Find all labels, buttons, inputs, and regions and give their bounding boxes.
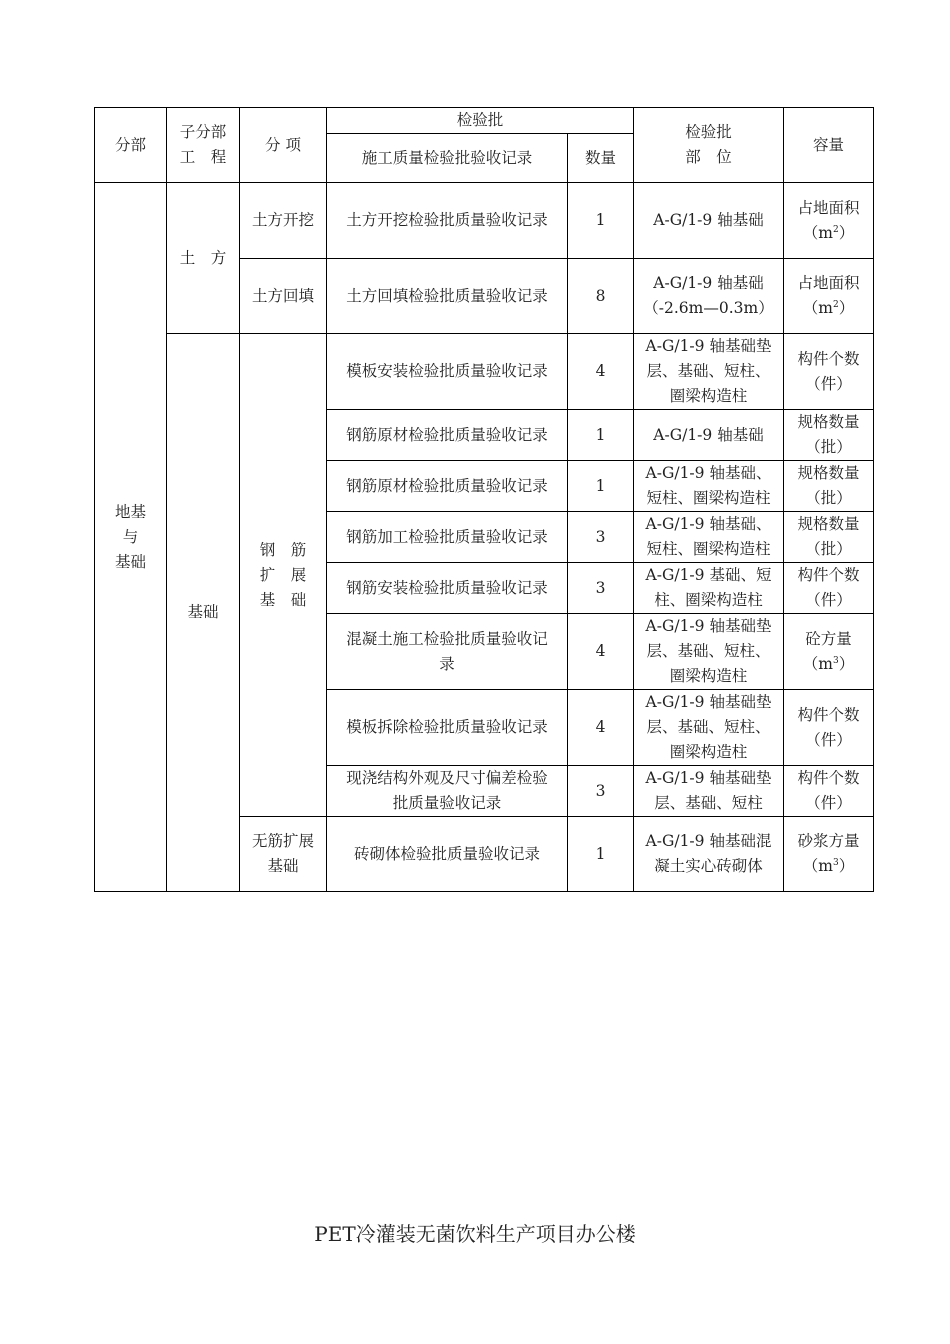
location-cell: A-G/1-9 轴基础垫 层、基础、短柱: [634, 766, 784, 817]
header-location-line1: 检验批: [685, 123, 732, 141]
header-fenxiang: 分 项: [240, 108, 327, 183]
count-cell: 1: [568, 183, 634, 259]
location-cell: A-G/1-9 轴基础、 短柱、圈梁构造柱: [634, 512, 784, 563]
capacity-cell: 构件个数 （件）: [784, 563, 874, 614]
location-cell: A-G/1-9 轴基础: [634, 183, 784, 259]
count-cell: 3: [568, 563, 634, 614]
capacity-label: 占地面积: [797, 274, 860, 292]
record-cell: 砖砌体检验批质量验收记录: [327, 817, 568, 892]
capacity-unit: $(m^2)$: [802, 299, 855, 317]
count-cell: 1: [568, 817, 634, 892]
item-excavation: 土方开挖: [240, 183, 327, 259]
record-cell: 钢筋原材检验批质量验收记录: [327, 461, 568, 512]
record-cell: 钢筋加工检验批质量验收记录: [327, 512, 568, 563]
header-fenbu: 分部: [95, 108, 167, 183]
location-cell: A-G/1-9 轴基础垫 层、基础、短柱、 圈梁构造柱: [634, 690, 784, 766]
capacity-unit: $(m^3)$: [802, 857, 855, 875]
project-title: PET冷灌装无菌饮料生产项目办公楼: [314, 1222, 636, 1246]
capacity-cell: 规格数量 （批）: [784, 512, 874, 563]
header-zifenbu-line2: 工 程: [179, 148, 227, 166]
capacity-cell: 规格数量 （批）: [784, 461, 874, 512]
inspection-lot-table: [94, 107, 874, 892]
capacity-cell: [784, 183, 874, 259]
capacity-unit: $(m^2)$: [802, 223, 855, 242]
division-line2: 与: [122, 527, 139, 546]
header-location: [634, 108, 784, 183]
capacity-cell: [784, 817, 874, 892]
record-cell: 钢筋安装检验批质量验收记录: [327, 563, 568, 614]
capacity-cell: 构件个数 （件）: [784, 334, 874, 410]
count-cell: 1: [568, 410, 634, 461]
capacity-cell: 构件个数 （件）: [784, 766, 874, 817]
capacity-cell: 规格数量 （批）: [784, 410, 874, 461]
capacity-cell: [784, 259, 874, 334]
record-cell: 混凝土施工检验批质量验收记 录: [327, 614, 568, 690]
capacity-cell: [784, 614, 874, 690]
location-cell: A-G/1-9 轴基础垫 层、基础、短柱、 圈梁构造柱: [634, 614, 784, 690]
item-spread-foundation: 钢 筋 扩 展 基 础: [240, 334, 327, 817]
count-cell: 4: [568, 690, 634, 766]
capacity-cell: 构件个数 （件）: [784, 690, 874, 766]
count-cell: 1: [568, 461, 634, 512]
division-cell: [95, 183, 167, 892]
record-cell: 钢筋原材检验批质量验收记录: [327, 410, 568, 461]
division-line1: 地基: [114, 502, 146, 521]
count-cell: 3: [568, 766, 634, 817]
location-cell: A-G/1-9 轴基础垫 层、基础、短柱、 圈梁构造柱: [634, 334, 784, 410]
capacity-unit: $(m^3)$: [802, 654, 855, 673]
location-cell: A-G/1-9 轴基础 （-2.6m—0.3m）: [634, 259, 784, 334]
division-line3: 基础: [114, 552, 146, 571]
record-cell: 现浇结构外观及尺寸偏差检验 批质量验收记录: [327, 766, 568, 817]
count-cell: 3: [568, 512, 634, 563]
header-jianyanpi: 检验批: [327, 108, 634, 134]
header-location-line2: 部 位: [685, 148, 732, 166]
header-record: 施工质量检验批验收记录: [327, 134, 568, 183]
count-cell: 4: [568, 334, 634, 410]
capacity-label: 占地面积: [797, 198, 860, 217]
header-zifenbu: [167, 108, 240, 183]
capacity-label: 砂浆方量: [797, 832, 860, 850]
header-count: 数量: [568, 134, 634, 183]
record-cell: 土方回填检验批质量验收记录: [327, 259, 568, 334]
record-cell: 模板拆除检验批质量验收记录: [327, 690, 568, 766]
count-cell: 4: [568, 614, 634, 690]
location-cell: A-G/1-9 轴基础: [634, 410, 784, 461]
location-cell: A-G/1-9 轴基础混 凝土实心砖砌体: [634, 817, 784, 892]
record-cell: 土方开挖检验批质量验收记录: [327, 183, 568, 259]
record-cell: 模板安装检验批质量验收记录: [327, 334, 568, 410]
location-cell: A-G/1-9 基础、短 柱、圈梁构造柱: [634, 563, 784, 614]
header-zifenbu-line1: 子分部: [179, 123, 227, 141]
capacity-label: 砼方量: [805, 629, 852, 648]
location-cell: A-G/1-9 轴基础、 短柱、圈梁构造柱: [634, 461, 784, 512]
header-capacity: 容量: [784, 108, 874, 183]
subdivision-foundation: 基础: [167, 334, 240, 892]
item-unreinforced-foundation: 无筋扩展 基础: [240, 817, 327, 892]
count-cell: 8: [568, 259, 634, 334]
item-backfill: 土方回填: [240, 259, 327, 334]
subdivision-earthwork: 土 方: [167, 183, 240, 334]
